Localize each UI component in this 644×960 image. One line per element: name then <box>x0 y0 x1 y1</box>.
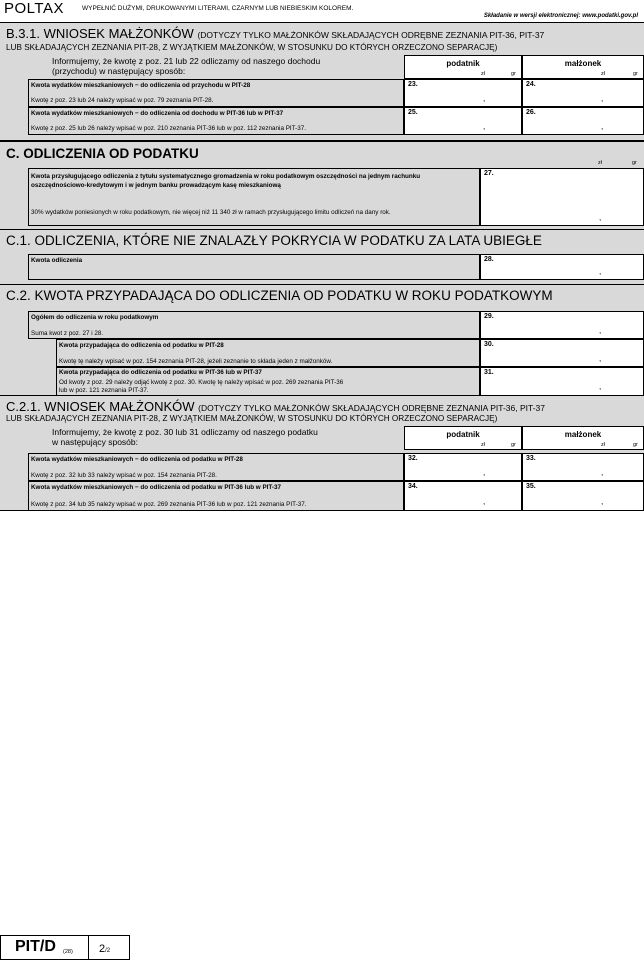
c21-row1-label-cell: Kwota wydatków mieszkaniowych − do odliczenia od podatku w PIT-28 Kwotę z poz. 32 lub 33 należy wpisać w poz. 154 zeznania PIT-28. <box>28 453 404 481</box>
c-label-cell: Kwota przysługującego odliczenia z tytułu systematycznego gromadzenia w roku podatkowym oszczędności na jednym rachunku oszczędnościowo-kredytowym i w jednym banku prowadzącym kasę mieszkaniową 30% wydatków poniesionych w roku podatkowym, nie więcej niż 11 340 zł w ramach przysługującego limitu odliczeń na dany rok. <box>28 168 480 226</box>
c2-row2-label-cell: Kwota przypadająca do odliczenia od podatku w PIT-28 Kwotę tę należy wpisać w poz. 154 zeznania PIT-28, jeżeli zeznanie to składa jeden z małżonków. <box>56 339 480 367</box>
form-footer <box>0 935 130 960</box>
c21-inform: Informujemy, że kwotę z poz. 30 lub 31 odliczamy od naszego podatku <box>52 427 318 437</box>
b31-col-podatnik: podatnik zł gr <box>404 55 522 79</box>
fill-instruction: WYPEŁNIĆ DUŻYMI, DRUKOWANYMI LITERAMI, CZARNYM LUB NIEBIESKIM KOLOREM. <box>82 5 354 12</box>
section-c: C. ODLICZENIA OD PODATKU zł gr Kwota przysługującego odliczenia z tytułu systematycznego gromadzenia w roku podatkowym oszczędności na jednym rachunku oszczędnościowo-kredytowym i w jednym banku prowadzącym kasę mieszkaniową 30% wydatków poniesionych w roku podatkowym, nie więcej niż 11 340 zł w ramach przysługującego limitu odliczeń na dany rok. 27. , <box>0 140 644 229</box>
field-24[interactable]: 24. , <box>522 79 644 107</box>
field-23[interactable]: 23. , <box>404 79 522 107</box>
section-c2 <box>0 284 644 395</box>
form-id: PIT/D (28) <box>1 936 89 959</box>
c2-row3-label-cell: Kwota przypadająca do odliczenia od podatku w PIT-36 lub w PIT-37 Od kwoty z poz. 29 należy odjąć kwotę z poz. 30. Kwotę tę należy wpisać w poz. 269 zeznania PIT-36 lub w poz. 121 zeznania PIT-37. <box>56 367 480 396</box>
c21-col-podatnik: podatnik zł gr <box>404 426 522 450</box>
field-33[interactable]: 33. , <box>522 453 644 481</box>
b31-inform2: (przychodu) w następujący sposób: <box>52 66 186 76</box>
b31-row2-label-cell: Kwota wydatków mieszkaniowych − do odliczenia od dochodu w PIT-36 lub w PIT-37 Kwotę z poz. 25 lub 26 należy wpisać w poz. 210 zeznania PIT-36 lub w poz. 112 zeznania PIT-37. <box>28 107 404 135</box>
section-c-title: C. ODLICZENIA OD PODATKU <box>6 146 199 161</box>
section-b31-title-line2: LUB SKŁADAJĄCYCH ZEZNANIA PIT-28, Z WYJĄTKIEM MAŁŻONKÓW, W STOSUNKU DO KTÓRYCH ORZECZONO SEPARACJĘ) <box>6 43 498 52</box>
brand-logo: POLTAX <box>4 0 64 17</box>
field-25[interactable]: 25. , <box>404 107 522 135</box>
field-28[interactable]: 28. , <box>480 254 644 280</box>
b31-row1-label-cell: Kwota wydatków mieszkaniowych − do odliczenia od przychodu w PIT-28 Kwotę z poz. 23 lub 24 należy wpisać w poz. 79 zeznania PIT-28. <box>28 79 404 107</box>
section-c21-title-line2: LUB SKŁADAJĄCYCH ZEZNANIA PIT-28, Z WYJĄTKIEM MAŁŻONKÓW, W STOSUNKU DO KTÓRYCH ORZECZONO SEPARACJĘ) <box>6 414 498 423</box>
c2-row1-label-cell: Ogółem do odliczenia w roku podatkowym Suma kwot z poz. 27 i 28. <box>28 311 480 339</box>
section-b31-title: B.3.1. WNIOSEK MAŁŻONKÓW (DOTYCZY TYLKO MAŁŻONKÓW SKŁADAJĄCYCH ODRĘBNE ZEZNANIA PIT-36, PIT-37 <box>6 26 545 41</box>
field-31[interactable]: 31. , <box>480 367 644 396</box>
field-29[interactable]: 29. , <box>480 311 644 339</box>
b31-inform: Informujemy, że kwotę z poz. 21 lub 22 odliczamy od naszego dochodu <box>52 56 321 66</box>
field-34[interactable]: 34. , <box>404 481 522 511</box>
field-32[interactable]: 32. , <box>404 453 522 481</box>
section-c1 <box>0 229 644 284</box>
section-c21-title: C.2.1. WNIOSEK MAŁŻONKÓW (DOTYCZY TYLKO MAŁŻONKÓW SKŁADAJĄCYCH ODRĘBNE ZEZNANIA PIT-36, PIT-37 <box>6 399 546 414</box>
c21-inform2: w następujący sposób: <box>52 437 138 447</box>
section-c2-title: C.2. KWOTA PRZYPADAJĄCA DO ODLICZENIA OD PODATKU W ROKU PODATKOWYM <box>6 288 553 303</box>
section-c1-title: C.1. ODLICZENIA, KTÓRE NIE ZNALAZŁY POKRYCIA W PODATKU ZA LATA UBIEGŁE <box>6 233 542 248</box>
section-c21 <box>0 395 644 511</box>
page-number: 2/2 <box>99 943 111 955</box>
field-35[interactable]: 35. , <box>522 481 644 511</box>
field-26[interactable]: 26. , <box>522 107 644 135</box>
field-30[interactable]: 30. , <box>480 339 644 367</box>
c21-row2-label-cell: Kwota wydatków mieszkaniowych − do odliczenia od podatku w PIT-36 lub w PIT-37 Kwotę z poz. 34 lub 35 należy wpisać w poz. 269 zeznania PIT-36 lub w poz. 121 zeznania PIT-37. <box>28 481 404 511</box>
field-27[interactable]: 27. , <box>480 168 644 226</box>
c1-label-cell: Kwota odliczenia <box>28 254 480 280</box>
section-b31 <box>0 22 644 140</box>
b31-col-malzonek: małżonek zł gr <box>522 55 644 79</box>
c21-col-malzonek: małżonek zł gr <box>522 426 644 450</box>
e-filing-note: Składanie w wersji elektronicznej: www.podatki.gov.pl <box>483 13 638 19</box>
